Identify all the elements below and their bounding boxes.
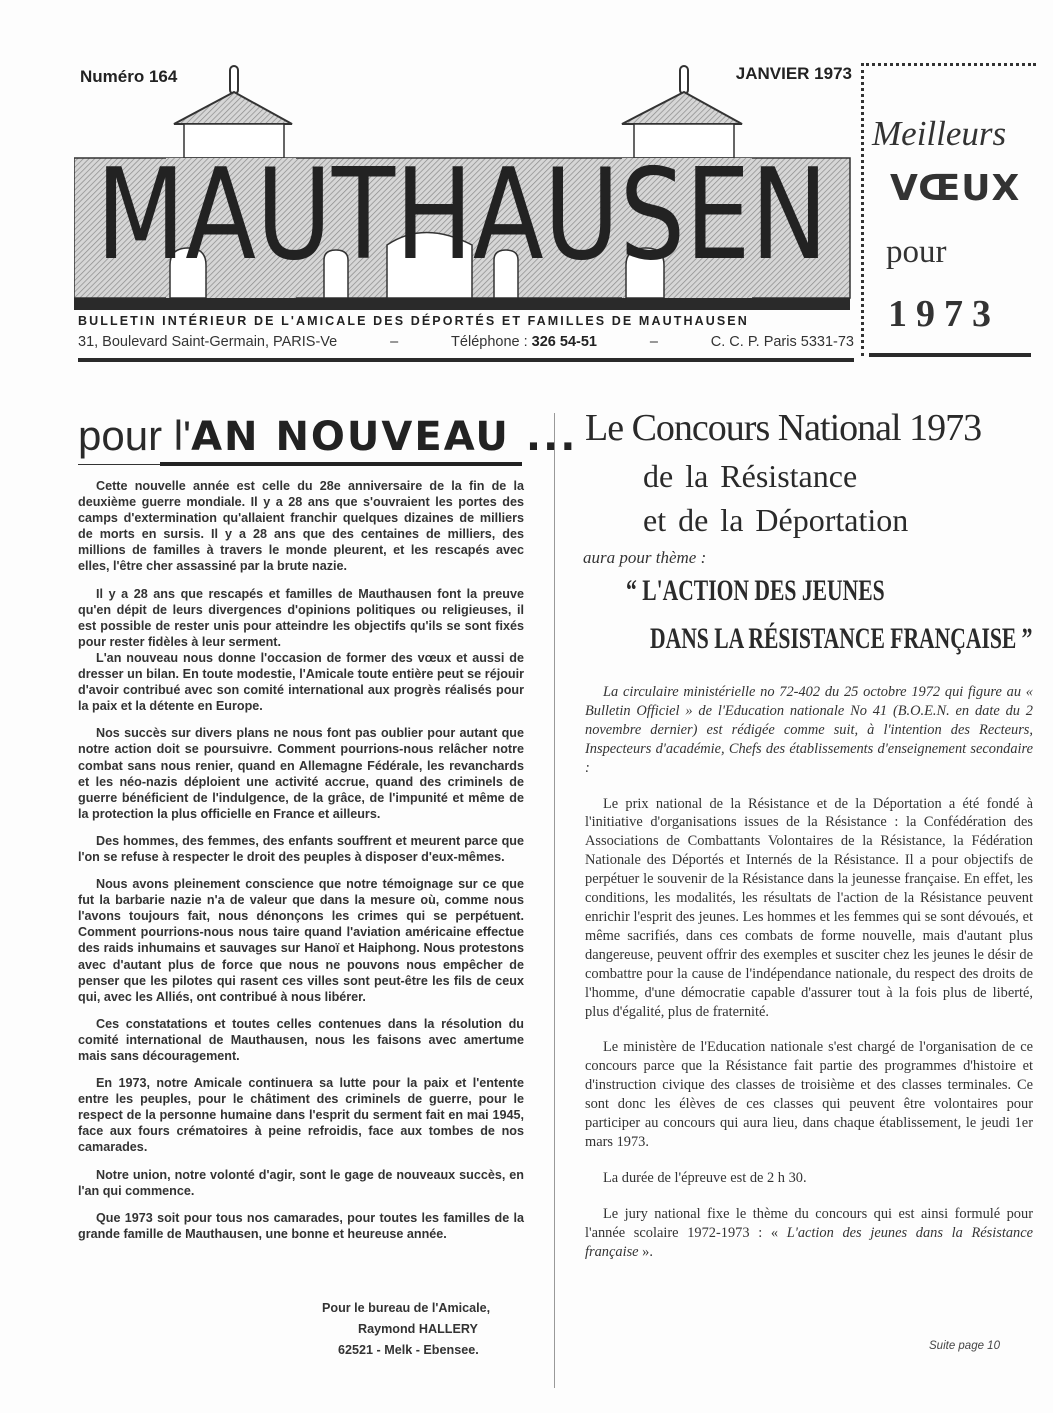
paragraph: La durée de l'épreuve est de 2 h 30. — [603, 1169, 807, 1186]
masthead-subtitle: BULLETIN INTÉRIEUR DE L'AMICALE DES DÉPORTÉS ET FAMILLES DE MAUTHAUSEN — [78, 314, 749, 328]
paragraph-final — [585, 1205, 1033, 1262]
paragraph: Nous avons pleinement conscience que notre témoignage sur ce que fut la barbarie nazie n'a de valeur que dans la mesure où, comme nous l'avons toujours fait, nous dénonçons les crimes qui se perpétuent. Comment pourrions-nous nous taire quand l'aviation américaine effectue des raids inhumains et sauvages sur Hanoï et Haiphong. Nous protestons avec d'autant plus de force que nous ne pouvons nous empêcher de penser que les pilotes qui rasent ces villes sont peut-être les fils de ceux qui, avec les Alliés, ont contribué à nous libérer. — [78, 877, 524, 1004]
ccp-account: C. C. P. Paris 5331-73 — [710, 334, 854, 350]
address: 31, Boulevard Saint-Germain, PARIS-Ve — [78, 334, 338, 350]
paragraph: Ces constatations et toutes celles contenues dans la résolution du comité international de Mauthausen, nous les faisons avec amertume mais sans découragement. — [78, 1016, 524, 1063]
left-article-body — [78, 478, 524, 1253]
theme-line-1: “ L'ACTION DES JEUNES — [626, 574, 885, 607]
phone-label: Téléphone : — [451, 334, 528, 350]
title-rule-thin — [78, 464, 162, 465]
paragraph: Cette nouvelle année est celle du 28e anniversaire de la fin de la deuxième guerre mondiale. Il y a 28 ans que s'ouvraient les portes des camps d'extermination qu'allaient franchir quelques dizaines de milliers de morts en sursis. Il y a 28 ans que des centaines de milliers, des millions de familles à travers le monde pleurent, et les rescapés avec elles, l'être cher assassiné par la brute nazie. — [78, 479, 524, 574]
issue-number: Numéro 164 — [80, 67, 178, 86]
masthead-rule — [78, 358, 854, 362]
paragraph: Il y a 28 ans que rescapés et familles de Mauthausen font la preuve qu'en dépit de leurs divergences d'opinions politiques ou religieuses, il est possible de rester unis pour atteindre les objectifs qu'ils se sont fixés pour rester fidèles à leur serment. — [78, 586, 524, 649]
separator: – — [390, 334, 399, 350]
circular-intro: La circulaire ministérielle no 72-402 du 25 octobre 1972 qui figure au « Bulletin Officiel » de l'Education nationale No 41 (B.O.E.N. en date du 2 novembre dernier) est rédigée comme suit, à l'intention des Recteurs, Inspecteurs d'académie, Chefs des établissements d'enseignement secondaire : — [585, 684, 1033, 776]
greeting-pour: pour — [886, 234, 947, 270]
separator: – — [649, 334, 658, 350]
address-line — [78, 334, 854, 350]
title-bold: AN NOUVEAU ... — [191, 414, 578, 460]
right-article-body — [585, 683, 1033, 1278]
issue-date: JANVIER 1973 — [735, 64, 852, 83]
paragraph: Le ministère de l'Education nationale s'est chargé de l'organisation de ce concours parce que la Résistance fait partie des programmes d'histoire et d'instruction civique des classes de troisième et des classes terminales. Ce sont donc les élèves de ces classes qui peuvent être volontaires pour participer au concours qui aura lieu, dans chaque établissement, le jeudi 1er mars 1973. — [585, 1039, 1033, 1150]
title-rule — [160, 462, 522, 466]
paragraph: Nos succès sur divers plans ne nous font pas oublier pour autant que notre action doit se poursuivre. Comment pourrions-nous relâcher notre combat sans nous renier, quand en Allemagne Fédérale, les revanchards et les néo-nazis déploient une activité accrue, quand des criminels de guerre bénéficient de l'indulgence, de la grâce, de l'impunité et même de la protection la plus officielle en France et ailleurs. — [78, 726, 524, 821]
left-article-title — [78, 412, 577, 460]
right-article-title: Le Concours National 1973 — [585, 407, 982, 449]
right-article-subtitle-1: de la Résistance — [643, 458, 858, 494]
masthead — [74, 60, 852, 360]
paragraph: Notre union, notre volonté d'agir, sont le gage de nouveaux succès, en l'an qui commence. — [78, 1167, 524, 1198]
paragraph: Le prix national de la Résistance et de la Déportation a été fondé à l'initiative d'organisations issues de la Résistance : la Confédération des Associations de Combattants Volontaires de la Résistance, la Fédération Nationale des Déportés et Internés de la Résistance. Il a pour objectifs de perpétuer le souvenir de la Résistance dans la jeunesse française. En effet, les conditions, les modalités, les résultats de l'action de la Résistance peuvent enrichir l'esprit des jeunes. Les hommes et les femmes qui se sont dévoués, et même sacrifiés, dans ces combats de forme nouvelle, mais d'autant plus dangereuse, peuvent offrir des exemples et susciter chez les jeunes le désir de combattre pour la cause de l'indépendance nationale, du respect des droits de l'homme, d'une démocratie capable d'assurer tout à la fois plus de liberté, plus d'égalité, plus de fraternité. — [585, 795, 1033, 1020]
text: Le jury national fixe le thème du concours qui est ainsi formulé pour l'année scolaire 1972-1973 : « — [585, 1205, 1033, 1241]
title-light: pour l' — [78, 412, 192, 459]
paragraph: Que 1973 soit pour tous nos camarades, pour toutes les familles de la grande famille de Mauthausen, une bonne et heureuse année. — [78, 1210, 524, 1241]
continued-note: Suite page 10 — [929, 1340, 1000, 1352]
mauthausen-gate-illustration — [74, 60, 854, 310]
masthead-title: MAUTHAUSEN — [96, 141, 828, 288]
phone-number: 326 54-51 — [531, 334, 597, 350]
signature-camps: 62521 - Melk - Ebensee. — [338, 1343, 479, 1357]
theme-line-2: DANS LA RÉSISTANCE FRANÇAISE ” — [650, 622, 1033, 655]
text: ». — [638, 1243, 653, 1260]
column-divider — [554, 413, 555, 1388]
signature-line: Pour le bureau de l'Amicale, — [322, 1301, 491, 1315]
greeting-voeux: VŒUX — [890, 168, 1021, 209]
paragraph: Des hommes, des femmes, des enfants souffrent et meurent parce que l'on se refuse à respecter le droit des peuples à disposer d'eux-mêmes. — [78, 833, 524, 864]
greeting-year: 1973 — [888, 293, 1000, 335]
paragraph: L'an nouveau nous donne l'occasion de former des vœux et aussi de dresser un bilan. En toute modestie, l'Amicale toute entière peut se réjouir d'avoir contribué avec son comité international aux progrès réalisés pour la paix et la détente en Europe. — [78, 650, 524, 714]
theme-quote: L'action des jeunes dans la Résistance française — [585, 1224, 1033, 1260]
signature — [300, 1298, 530, 1361]
right-article-subtitle-2: et de la Déportation — [643, 502, 909, 538]
theme-intro: aura pour thème : — [583, 548, 707, 567]
paragraph: En 1973, notre Amicale continuera sa lutte pour la paix et l'entente entre les peuples, pour le châtiment des criminels de guerre, pour le respect de la personne humaine dans l'esprit du serment fait en mai 1945, face aux fours crématoires à peine refroidis, face aux tombes de nos camarades. — [78, 1076, 524, 1155]
greeting-meilleurs: Meilleurs — [872, 114, 1007, 153]
phone — [451, 334, 597, 350]
greeting-rule — [869, 353, 1031, 357]
signature-name: Raymond HALLERY — [358, 1322, 478, 1336]
greeting-box — [861, 63, 1036, 356]
